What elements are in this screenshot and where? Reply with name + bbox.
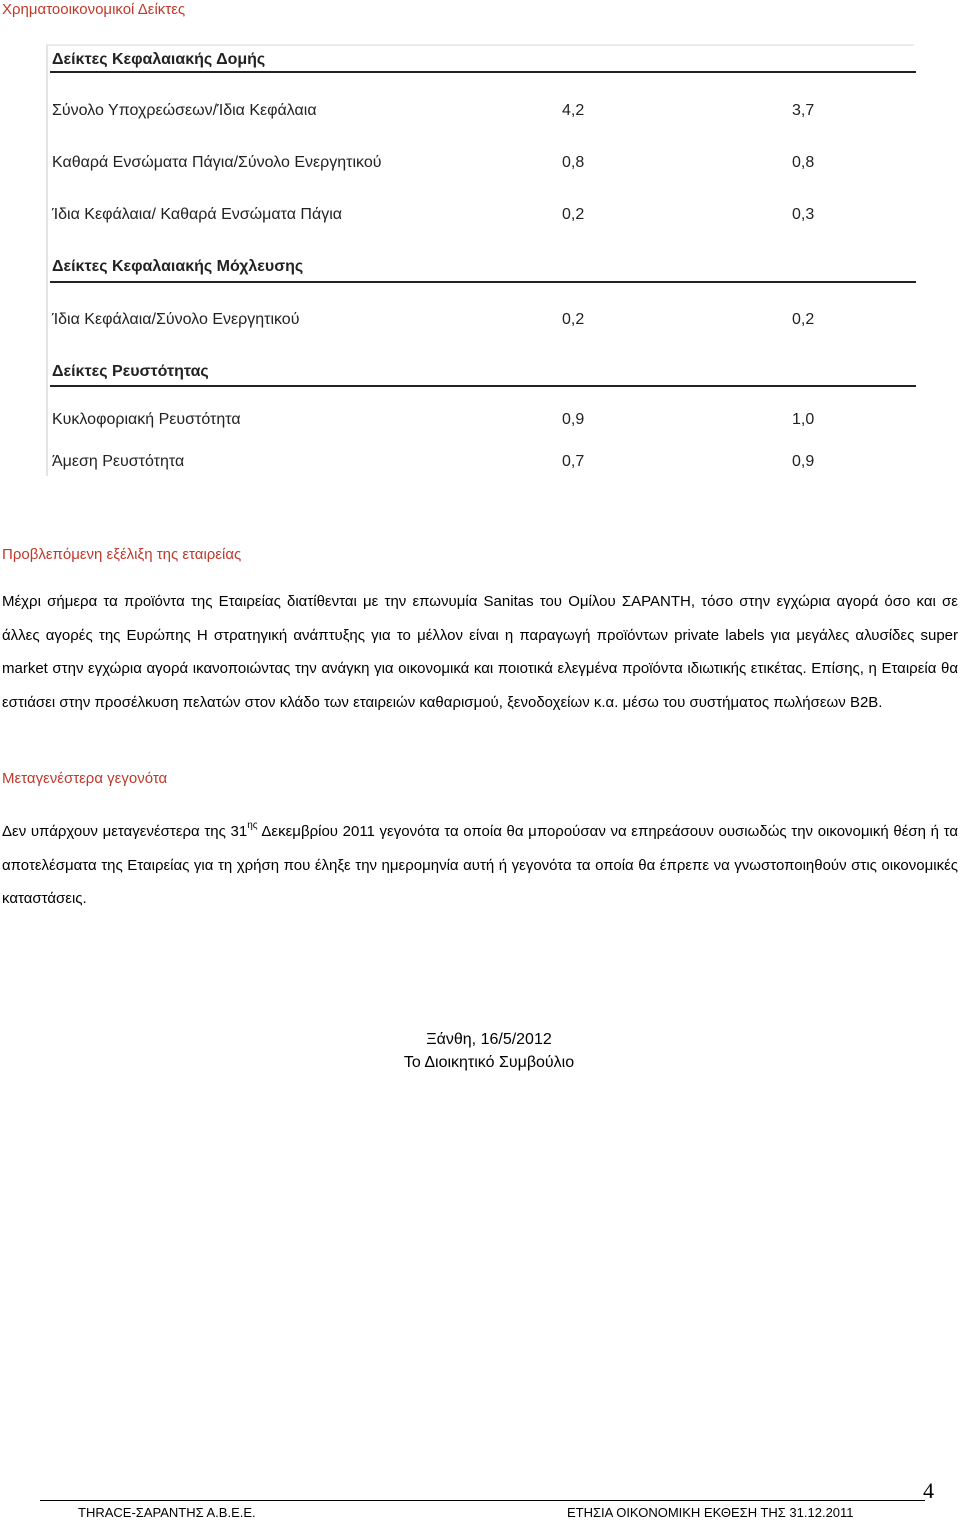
ratio-row [52,311,912,333]
ratio-value-current: 0,8 [562,154,585,171]
subsequent-events-title: Μεταγενέστερα γεγονότα [2,770,168,787]
outlook-paragraph: Μέχρι σήμερα τα προϊόντα της Εταιρείας διατίθενται με την επωνυμία Sanitas του Ομίλου ΣΑΡΑΝΤΗ, τόσο στην εγχώρια αγορά όσο και σε άλλες αγορές της Ευρώπης Η στρατηγική ανάπτυξης για το μέλλον είναι η παραγωγή προϊόντων private labels για μεγάλες αλυσίδες super market στην εγχώρια αγορά ικανοποιώντας την ανάγκη για οικονομικά και ποιοτικά ελεγμένα προϊόντα ιδιωτικής ετικέτας. Επίσης, η Εταιρεία θα εστιάσει στην προσέλκυση πελατών στον κλάδο των εταιρειών καθαρισμού, ξενοδοχείων κ.α. μέσω του συστήματος πωλήσεων B2B. [2,593,958,711]
footer-divider [40,1500,925,1501]
ratio-value-current: 4,2 [562,102,585,119]
ratio-row [52,154,912,176]
ordinal-suffix: ης [247,820,258,831]
ratio-group-heading: Δείκτες Κεφαλαιακής Δομής [52,51,266,68]
signature-block [0,1028,960,1074]
subsequent-text-before: Δεν υπάρχουν μεταγενέστερα της 31 [2,823,248,840]
page-number: 4 [923,1478,934,1503]
ratio-value-previous: 3,7 [792,102,815,119]
ratio-group-heading: Δείκτες Ρευστότητας [52,363,209,380]
ratio-value-current: 0,2 [562,311,585,328]
footer-company: THRACE-ΣΑΡΑΝΤΗΣ Α.Β.Ε.Ε. [78,1505,256,1520]
ratio-divider [50,281,916,283]
financial-ratios-table [46,44,914,476]
outlook-title: Προβλεπόμενη εξέλιξη της εταιρείας [2,546,242,563]
financial-ratios-title: Χρηματοοικονομικοί Δείκτες [2,1,186,18]
signatory: Το Διοικητικό Συμβούλιο [403,1054,575,1071]
ratio-divider [50,71,916,73]
subsequent-events-paragraph [2,809,958,916]
ratio-value-previous: 0,2 [792,311,815,328]
ratio-row [52,453,912,475]
ratio-group-heading: Δείκτες Κεφαλαιακής Μόχλευσης [52,258,304,275]
ratio-divider [50,385,916,387]
footer-report-title: ΕΤΗΣΙΑ ΟΙΚΟΝΟΜΙΚΗ ΕΚΘΕΣΗ ΤΗΣ 31.12.2011 [567,1505,854,1520]
ratio-label: Ίδια Κεφάλαια/Σύνολο Ενεργητικού [52,311,300,328]
ratio-value-previous: 0,8 [792,154,815,171]
ratio-label: Σύνολο Υποχρεώσεων/Ίδια Κεφάλαια [52,102,317,119]
place-date: Ξάνθη, 16/5/2012 [426,1031,552,1048]
ratio-value-previous: 0,3 [792,206,815,223]
ratio-label: Καθαρά Ενσώματα Πάγια/Σύνολο Ενεργητικού [52,154,382,171]
ratio-label: Άμεση Ρευστότητα [52,453,185,470]
subsequent-text-after: Δεκεμβρίου 2011 γεγονότα τα οποία θα μπορούσαν να επηρεάσουν ουσιωδώς την οικονομική θέση ή τα αποτελέσματα της Εταιρείας για τη χρήση που έληξε την ημερομηνία αυτή ή γεγονότα τα οποία θα έπρεπε να γνωστοποιηθούν στις οικονομικές καταστάσεις. [2,823,958,907]
ratio-value-current: 0,7 [562,453,585,470]
ratio-label: Ίδια Κεφάλαια/ Καθαρά Ενσώματα Πάγια [52,206,343,223]
ratio-value-previous: 0,9 [792,453,815,470]
ratio-row [52,102,912,124]
ratio-row [52,206,912,228]
ratio-value-previous: 1,0 [792,411,815,428]
ratio-value-current: 0,2 [562,206,585,223]
ratio-label: Κυκλοφοριακή Ρευστότητα [52,411,241,428]
ratio-row [52,411,912,433]
ratio-value-current: 0,9 [562,411,585,428]
